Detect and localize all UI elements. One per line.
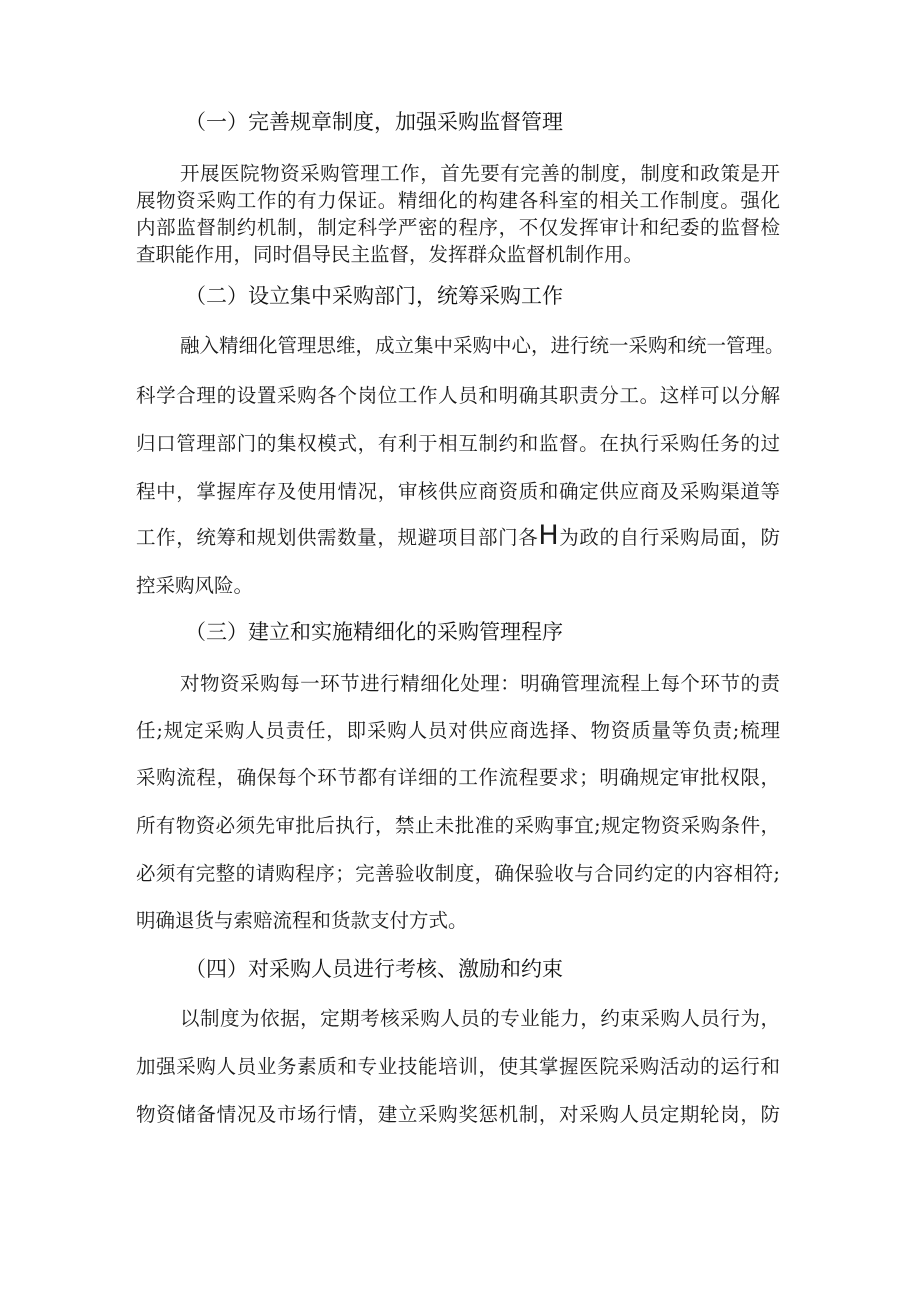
paragraph-line: 归口管理部门的集权模式，有利于相互制约和监督。在执行采购任务的过 xyxy=(136,432,780,455)
paragraph-line: 内部监督制约机制，制定科学严密的程序，不仅发挥审计和纪委的监督检 xyxy=(136,216,780,239)
section-heading-2: （二）设立集中采购部门，统筹采购工作 xyxy=(185,284,563,308)
paragraph-line: 融入精细化管理思维，成立集中采购中心，进行统一采购和统一管理。 xyxy=(180,334,785,357)
paragraph-line: 任;规定采购人员责任，即采购人员对供应商选择、物资质量等负责;梳理 xyxy=(136,719,780,742)
section-heading-4: （四）对采购人员进行考核、激励和约束 xyxy=(185,957,563,981)
paragraph-line: 查职能作用，同时倡导民主监督，发挥群众监督机制作用。 xyxy=(136,243,644,266)
paragraph-line: 加强采购人员业务素质和专业技能培训，使其掌握医院采购活动的运行和 xyxy=(136,1055,780,1078)
paragraph-line: 科学合理的设置采购各个岗位工作人员和明确其职责分工。这样可以分解 xyxy=(136,384,780,407)
paragraph-line: 采购流程，确保每个环节都有详细的工作流程要求；明确规定审批权限， xyxy=(136,766,780,789)
paragraph-line: 对物资采购每一环节进行精细化处理：明确管理流程上每个环节的责 xyxy=(180,672,780,695)
paragraph-line-with-glyph xyxy=(136,522,780,550)
paragraph-line: 控采购风险。 xyxy=(136,574,254,597)
paragraph-line: 所有物资必须先审批后执行，禁止未批准的采购事宜;规定物资采购条件， xyxy=(136,814,780,837)
paragraph-line: 必须有完整的请购程序；完善验收制度，确保验收与合同约定的内容相符; xyxy=(136,862,780,885)
paragraph-line: 展物资采购工作的有力保证。精细化的构建各科室的相关工作制度。强化 xyxy=(136,189,780,212)
section-heading-3: （三）建立和实施精细化的采购管理程序 xyxy=(185,620,563,644)
paragraph-line: 明确退货与索赔流程和货款支付方式。 xyxy=(136,909,468,932)
paragraph-line: 程中，掌握库存及使用情况，审核供应商资质和确定供应商及采购渠道等 xyxy=(136,480,780,503)
paragraph-line: 以制度为依据，定期考核采购人员的专业能力，约束采购人员行为， xyxy=(180,1007,780,1030)
oversized-glyph: H xyxy=(538,520,559,551)
line-head: 工作，统筹和规划供需数量，规避项目部门各 xyxy=(136,526,539,549)
line-tail: 为政的自行采购局面，防 xyxy=(558,526,780,549)
paragraph-line: 物资储备情况及市场行情，建立采购奖惩机制，对采购人员定期轮岗，防 xyxy=(136,1103,780,1126)
paragraph-line: 开展医院物资采购管理工作，首先要有完善的制度，制度和政策是开 xyxy=(180,162,780,185)
section-heading-1: （一）完善规章制度，加强采购监督管理 xyxy=(185,110,563,134)
